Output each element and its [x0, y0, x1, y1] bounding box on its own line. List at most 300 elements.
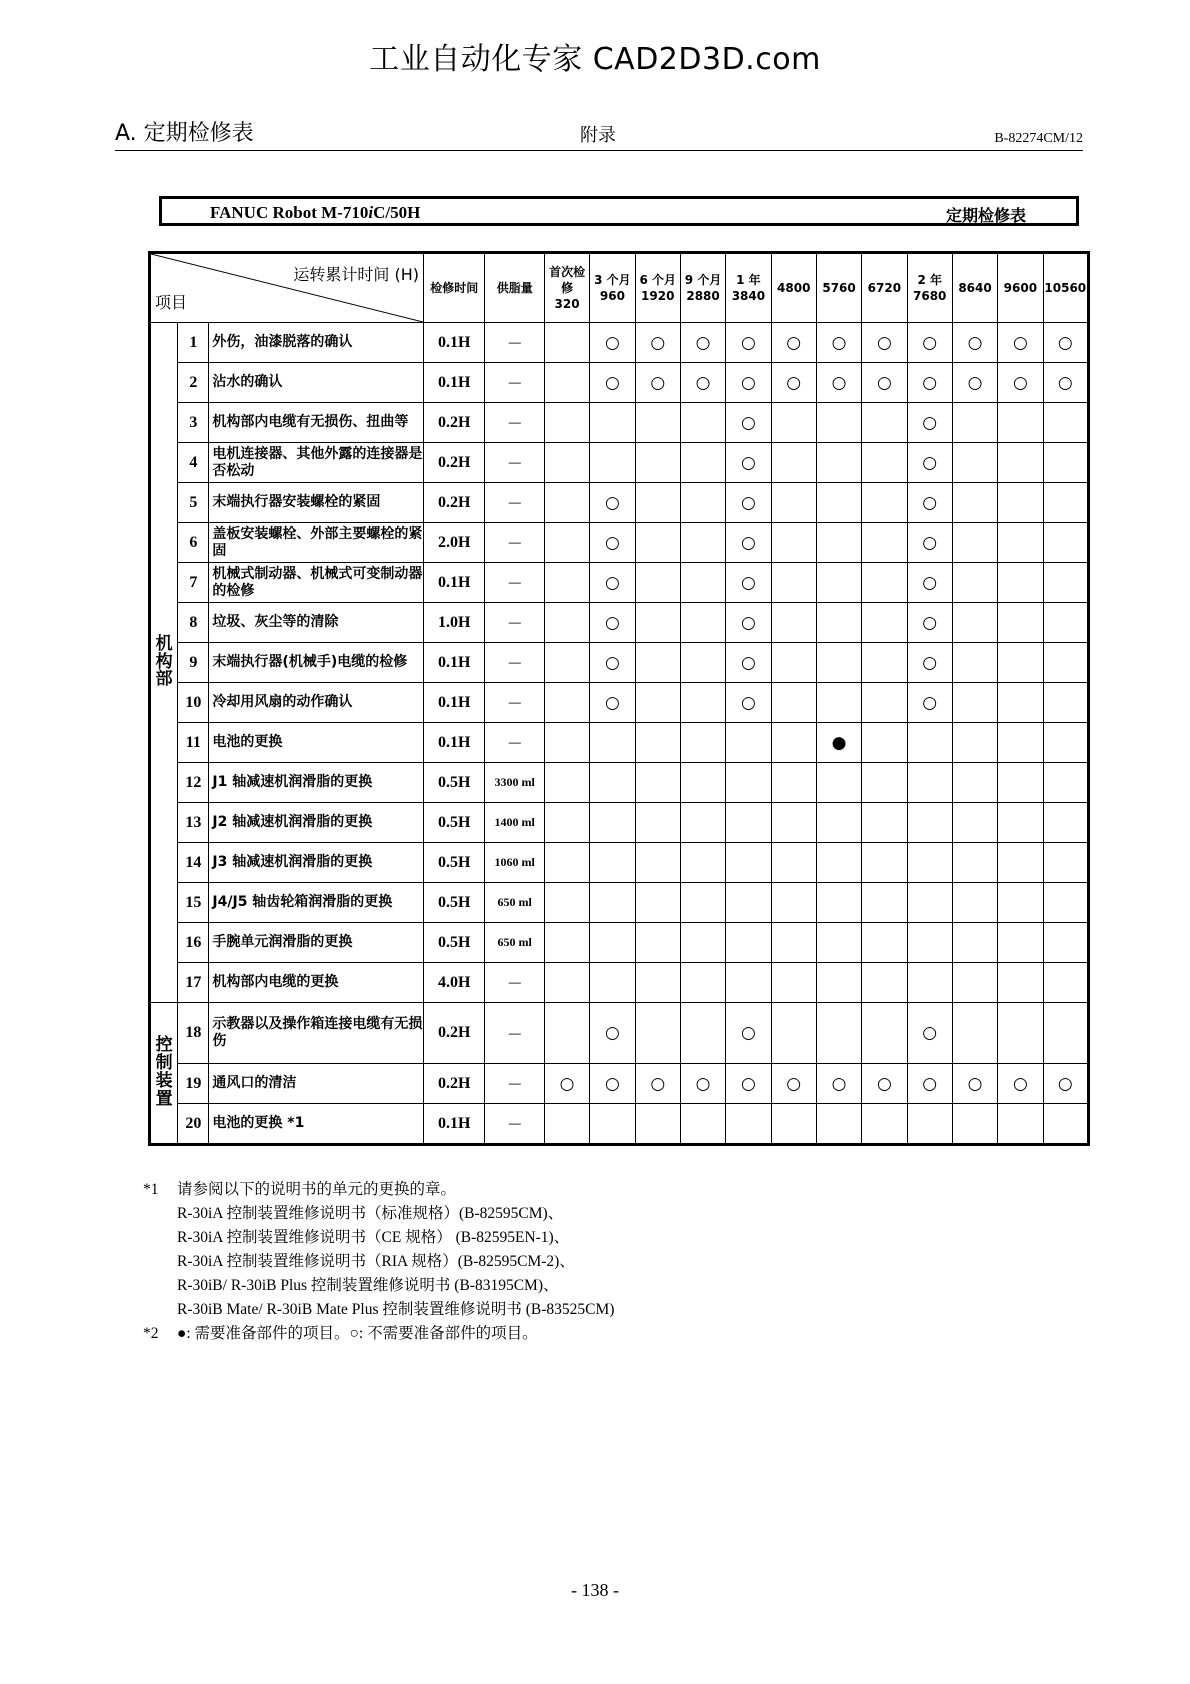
- appendix-label: 附录: [580, 125, 616, 146]
- schedule-mark: [998, 843, 1043, 883]
- period-header: 5760: [816, 253, 861, 323]
- schedule-mark: ○: [726, 363, 771, 403]
- schedule-mark: [952, 923, 997, 963]
- schedule-mark: [816, 923, 861, 963]
- schedule-mark: ○: [1043, 1064, 1088, 1104]
- schedule-mark: [816, 643, 861, 683]
- schedule-mark: [680, 603, 725, 643]
- running-head: [115, 120, 1083, 151]
- item-description: 示教器以及操作箱连接电缆有无损伤: [209, 1003, 424, 1064]
- schedule-mark: [544, 323, 589, 363]
- schedule-mark: [862, 683, 907, 723]
- schedule-mark: [998, 683, 1043, 723]
- schedule-mark: ○: [1043, 323, 1088, 363]
- footnote-ref: R-30iA 控制装置维修说明书（标准规格）(B-82595CM)、: [177, 1205, 564, 1222]
- item-description: 机构部内电缆有无损伤、扭曲等: [209, 403, 424, 443]
- schedule-mark: [726, 843, 771, 883]
- check-time-header: 检修时间: [424, 253, 485, 323]
- schedule-mark: [816, 483, 861, 523]
- schedule-mark: [1043, 963, 1088, 1003]
- schedule-mark: [952, 603, 997, 643]
- item-number: 15: [178, 883, 209, 923]
- item-number: 10: [178, 683, 209, 723]
- schedule-mark: ○: [816, 1064, 861, 1104]
- item-description: J1 轴减速机润滑脂的更换: [209, 763, 424, 803]
- schedule-mark: [862, 883, 907, 923]
- schedule-mark: [635, 763, 680, 803]
- running-hours-label: 运转累计时间 (H): [293, 265, 420, 284]
- check-time: 0.5H: [424, 803, 485, 843]
- schedule-mark: [544, 523, 589, 563]
- check-time: 0.2H: [424, 483, 485, 523]
- schedule-mark: ○: [726, 1003, 771, 1064]
- item-number: 1: [178, 323, 209, 363]
- item-description: 通风口的清洁: [209, 1064, 424, 1104]
- period-header: 10560: [1043, 253, 1088, 323]
- item-description: J3 轴减速机润滑脂的更换: [209, 843, 424, 883]
- schedule-mark: [952, 1003, 997, 1064]
- schedule-mark: [544, 643, 589, 683]
- item-number: 7: [178, 563, 209, 603]
- schedule-mark: [771, 563, 816, 603]
- maintenance-schedule-table: [148, 251, 1090, 1146]
- item-label: 项目: [155, 293, 188, 313]
- check-time: 0.5H: [424, 763, 485, 803]
- schedule-mark: [952, 563, 997, 603]
- schedule-mark: [771, 1104, 816, 1145]
- item-number: 5: [178, 483, 209, 523]
- schedule-body: [150, 323, 1089, 1145]
- schedule-mark: [726, 963, 771, 1003]
- footnote-ref: R-30iB Mate/ R-30iB Mate Plus 控制装置维修说明书 (B-83525CM): [177, 1301, 615, 1318]
- table-title-box: [159, 196, 1079, 226]
- grease-amount: —: [485, 403, 544, 443]
- item-description: 机构部内电缆的更换: [209, 963, 424, 1003]
- schedule-mark: [1043, 683, 1088, 723]
- site-watermark-title: 工业自动化专家 CAD2D3D.com: [369, 42, 821, 77]
- footnote-ref: R-30iB/ R-30iB Plus 控制装置维修说明书 (B-83195CM)、: [177, 1277, 559, 1294]
- grease-amount: —: [485, 963, 544, 1003]
- section-title: A. 定期检修表: [115, 121, 254, 146]
- schedule-mark: [635, 403, 680, 443]
- schedule-mark: [635, 963, 680, 1003]
- schedule-mark: [544, 483, 589, 523]
- schedule-mark: [771, 923, 816, 963]
- schedule-mark: [590, 403, 635, 443]
- schedule-mark: [544, 363, 589, 403]
- schedule-mark: ○: [998, 323, 1043, 363]
- schedule-mark: [680, 1003, 725, 1064]
- schedule-mark: ○: [635, 1064, 680, 1104]
- schedule-mark: [635, 563, 680, 603]
- item-number: 4: [178, 443, 209, 483]
- item-number: 9: [178, 643, 209, 683]
- schedule-mark: [771, 963, 816, 1003]
- schedule-mark: [1043, 1104, 1088, 1145]
- schedule-mark: [998, 763, 1043, 803]
- schedule-mark: ○: [544, 1064, 589, 1104]
- schedule-mark: [816, 963, 861, 1003]
- grease-amount: —: [485, 443, 544, 483]
- schedule-mark: ○: [680, 323, 725, 363]
- schedule-mark: [907, 763, 952, 803]
- schedule-mark: [680, 563, 725, 603]
- schedule-mark: [862, 443, 907, 483]
- schedule-mark: ○: [1043, 363, 1088, 403]
- grease-amount: —: [485, 563, 544, 603]
- item-description: 盖板安装螺栓、外部主要螺栓的紧固: [209, 523, 424, 563]
- schedule-mark: [907, 963, 952, 1003]
- schedule-mark: [816, 563, 861, 603]
- schedule-mark: [771, 1003, 816, 1064]
- schedule-mark: [952, 443, 997, 483]
- schedule-mark: [635, 1003, 680, 1064]
- schedule-mark: [635, 843, 680, 883]
- schedule-mark: [680, 883, 725, 923]
- schedule-mark: ○: [907, 1064, 952, 1104]
- item-number: 20: [178, 1104, 209, 1145]
- table-row: [150, 723, 1089, 763]
- schedule-mark: [862, 1003, 907, 1064]
- schedule-mark: ○: [726, 323, 771, 363]
- table-row: [150, 763, 1089, 803]
- check-time: 0.1H: [424, 683, 485, 723]
- item-number: 6: [178, 523, 209, 563]
- schedule-mark: [635, 643, 680, 683]
- grease-amount: 3300 ml: [485, 763, 544, 803]
- schedule-mark: [952, 963, 997, 1003]
- schedule-mark: ○: [590, 523, 635, 563]
- schedule-mark: ○: [862, 323, 907, 363]
- schedule-mark: [590, 1104, 635, 1145]
- schedule-mark: [635, 723, 680, 763]
- grease-amount: —: [485, 523, 544, 563]
- corner-header: [150, 253, 424, 323]
- schedule-mark: ○: [726, 563, 771, 603]
- schedule-mark: ○: [590, 483, 635, 523]
- table-row: [150, 803, 1089, 843]
- schedule-mark: ○: [907, 1003, 952, 1064]
- schedule-mark: [998, 883, 1043, 923]
- table-row: [150, 643, 1089, 683]
- schedule-mark: [816, 883, 861, 923]
- schedule-mark: ○: [998, 1064, 1043, 1104]
- schedule-mark: [1043, 483, 1088, 523]
- schedule-mark: [862, 843, 907, 883]
- period-header: 8640: [952, 253, 997, 323]
- schedule-mark: [952, 403, 997, 443]
- schedule-mark: [998, 483, 1043, 523]
- item-description: J4/J5 轴齿轮箱润滑脂的更换: [209, 883, 424, 923]
- grease-amount: —: [485, 1003, 544, 1064]
- check-time: 2.0H: [424, 523, 485, 563]
- schedule-mark: [544, 1003, 589, 1064]
- item-description: 冷却用风扇的动作确认: [209, 683, 424, 723]
- schedule-mark: ○: [590, 1064, 635, 1104]
- schedule-mark: [590, 883, 635, 923]
- schedule-mark: [998, 523, 1043, 563]
- check-time: 0.1H: [424, 363, 485, 403]
- schedule-mark: ○: [635, 363, 680, 403]
- grease-amount: —: [485, 643, 544, 683]
- schedule-mark: [998, 1104, 1043, 1145]
- schedule-mark: [952, 883, 997, 923]
- item-number: 2: [178, 363, 209, 403]
- schedule-mark: [680, 803, 725, 843]
- period-header: 6720: [862, 253, 907, 323]
- schedule-mark: ○: [907, 683, 952, 723]
- check-time: 1.0H: [424, 603, 485, 643]
- schedule-mark: [907, 923, 952, 963]
- schedule-mark: [680, 763, 725, 803]
- check-time: 4.0H: [424, 963, 485, 1003]
- schedule-mark: ○: [590, 323, 635, 363]
- check-time: 0.5H: [424, 923, 485, 963]
- table-row: [150, 443, 1089, 483]
- table-row: [150, 923, 1089, 963]
- grease-amount: —: [485, 363, 544, 403]
- schedule-mark: ○: [907, 603, 952, 643]
- item-description: 末端执行器(机械手)电缆的检修: [209, 643, 424, 683]
- check-time: 0.1H: [424, 563, 485, 603]
- item-number: 3: [178, 403, 209, 443]
- schedule-mark: [771, 723, 816, 763]
- schedule-mark: ○: [952, 363, 997, 403]
- schedule-mark: [998, 443, 1043, 483]
- group-mechanical: 机 构 部: [150, 323, 178, 1003]
- schedule-mark: ○: [726, 1064, 771, 1104]
- schedule-mark: [998, 723, 1043, 763]
- schedule-mark: [952, 763, 997, 803]
- schedule-mark: [1043, 803, 1088, 843]
- page-number: - 138 -: [571, 1580, 619, 1600]
- schedule-mark: [952, 723, 997, 763]
- schedule-mark: [771, 683, 816, 723]
- item-number: 16: [178, 923, 209, 963]
- schedule-mark: [726, 883, 771, 923]
- schedule-mark: [907, 723, 952, 763]
- check-time: 0.1H: [424, 323, 485, 363]
- schedule-mark: [1043, 403, 1088, 443]
- schedule-mark: [544, 763, 589, 803]
- schedule-mark: [952, 683, 997, 723]
- schedule-mark: ○: [816, 363, 861, 403]
- schedule-mark: [635, 1104, 680, 1145]
- schedule-mark: [1043, 923, 1088, 963]
- schedule-mark: [544, 923, 589, 963]
- grease-amount: 1400 ml: [485, 803, 544, 843]
- schedule-mark: [590, 803, 635, 843]
- schedule-mark: [998, 563, 1043, 603]
- schedule-mark: [544, 843, 589, 883]
- schedule-mark: [862, 963, 907, 1003]
- schedule-mark: [590, 923, 635, 963]
- schedule-mark: [998, 963, 1043, 1003]
- item-description: 末端执行器安装螺栓的紧固: [209, 483, 424, 523]
- schedule-mark: ○: [726, 603, 771, 643]
- schedule-mark: [771, 403, 816, 443]
- schedule-mark: ○: [590, 603, 635, 643]
- schedule-mark: [1043, 563, 1088, 603]
- schedule-mark: ○: [726, 403, 771, 443]
- grease-amount: —: [485, 1104, 544, 1145]
- table-row: [150, 403, 1089, 443]
- schedule-mark: [952, 523, 997, 563]
- schedule-mark: [952, 483, 997, 523]
- document-number: B-82274CM/12: [994, 131, 1083, 146]
- grease-amount: 1060 ml: [485, 843, 544, 883]
- schedule-mark: [771, 763, 816, 803]
- schedule-mark: [726, 803, 771, 843]
- schedule-mark: [816, 803, 861, 843]
- schedule-mark: ○: [590, 363, 635, 403]
- schedule-mark: [952, 643, 997, 683]
- schedule-mark: [544, 1104, 589, 1145]
- table-row: [150, 363, 1089, 403]
- check-time: 0.2H: [424, 1003, 485, 1064]
- check-time: 0.1H: [424, 643, 485, 683]
- item-number: 13: [178, 803, 209, 843]
- grease-amount: —: [485, 723, 544, 763]
- item-description: 沾水的确认: [209, 363, 424, 403]
- schedule-mark: [907, 803, 952, 843]
- schedule-mark: ○: [907, 563, 952, 603]
- schedule-mark: [771, 643, 816, 683]
- table-row: [150, 683, 1089, 723]
- schedule-mark: ○: [590, 563, 635, 603]
- item-number: 14: [178, 843, 209, 883]
- item-description: 电池的更换: [209, 723, 424, 763]
- item-number: 11: [178, 723, 209, 763]
- schedule-mark: ○: [590, 683, 635, 723]
- group-controller: 控 制 装 置: [150, 1003, 178, 1145]
- robot-model: FANUC Robot M-710iC/50H: [210, 203, 421, 222]
- schedule-mark: [862, 923, 907, 963]
- item-description: 外伤，油漆脱落的确认: [209, 323, 424, 363]
- schedule-mark: ○: [907, 363, 952, 403]
- table-row: [150, 563, 1089, 603]
- schedule-mark: [726, 763, 771, 803]
- schedule-mark: [862, 643, 907, 683]
- grease-amount: —: [485, 1064, 544, 1104]
- check-time: 0.1H: [424, 723, 485, 763]
- period-header: 6 个月 1920: [635, 253, 680, 323]
- schedule-mark: [862, 763, 907, 803]
- check-time: 0.5H: [424, 843, 485, 883]
- schedule-mark: [771, 483, 816, 523]
- schedule-mark: [590, 963, 635, 1003]
- period-header: 9600: [998, 253, 1043, 323]
- schedule-mark: [862, 803, 907, 843]
- schedule-mark: ○: [771, 1064, 816, 1104]
- item-description: 手腕单元润滑脂的更换: [209, 923, 424, 963]
- schedule-mark: [816, 1003, 861, 1064]
- schedule-mark: ○: [635, 323, 680, 363]
- schedule-mark: [862, 523, 907, 563]
- schedule-mark: [726, 923, 771, 963]
- schedule-mark: [544, 883, 589, 923]
- schedule-mark: [1043, 843, 1088, 883]
- schedule-mark: [1043, 1003, 1088, 1064]
- schedule-mark: [998, 603, 1043, 643]
- schedule-mark: [635, 523, 680, 563]
- schedule-mark: [680, 443, 725, 483]
- schedule-mark: [1043, 643, 1088, 683]
- schedule-mark: [544, 563, 589, 603]
- schedule-mark: [952, 843, 997, 883]
- schedule-mark: [998, 923, 1043, 963]
- schedule-mark: [590, 843, 635, 883]
- grease-amount: —: [485, 603, 544, 643]
- item-number: 8: [178, 603, 209, 643]
- schedule-mark: [1043, 883, 1088, 923]
- item-description: 机械式制动器、机械式可变制动器的检修: [209, 563, 424, 603]
- schedule-mark: [816, 523, 861, 563]
- schedule-mark: ○: [771, 363, 816, 403]
- schedule-mark: [1043, 443, 1088, 483]
- schedule-mark: [635, 483, 680, 523]
- schedule-mark: [1043, 523, 1088, 563]
- schedule-mark: [635, 803, 680, 843]
- period-header: 9 个月 2880: [680, 253, 725, 323]
- schedule-mark: [771, 803, 816, 843]
- header-row: [150, 253, 1089, 323]
- period-header: 4800: [771, 253, 816, 323]
- schedule-mark: [544, 963, 589, 1003]
- schedule-mark: [680, 723, 725, 763]
- check-time: 0.5H: [424, 883, 485, 923]
- item-number: 18: [178, 1003, 209, 1064]
- schedule-mark: [635, 923, 680, 963]
- schedule-mark: [635, 443, 680, 483]
- schedule-mark: ○: [726, 483, 771, 523]
- schedule-mark: ○: [726, 643, 771, 683]
- schedule-mark: [771, 843, 816, 883]
- schedule-mark: [680, 683, 725, 723]
- item-description: 垃圾、灰尘等的清除: [209, 603, 424, 643]
- grease-amount: 650 ml: [485, 883, 544, 923]
- schedule-mark: [544, 683, 589, 723]
- schedule-mark: ○: [952, 1064, 997, 1104]
- schedule-mark: ○: [862, 363, 907, 403]
- schedule-mark: [816, 443, 861, 483]
- schedule-mark: [544, 723, 589, 763]
- schedule-mark: [680, 1104, 725, 1145]
- schedule-mark: [816, 763, 861, 803]
- schedule-mark: ○: [907, 443, 952, 483]
- schedule-mark: [680, 843, 725, 883]
- table-row: [150, 1064, 1089, 1104]
- schedule-mark: [544, 443, 589, 483]
- schedule-mark: [862, 483, 907, 523]
- schedule-mark: [590, 763, 635, 803]
- schedule-mark: ○: [862, 1064, 907, 1104]
- schedule-mark: [680, 403, 725, 443]
- schedule-mark: [680, 523, 725, 563]
- schedule-mark: [1043, 723, 1088, 763]
- grease-header: 供脂量: [485, 253, 544, 323]
- schedule-mark: [816, 603, 861, 643]
- schedule-mark: ○: [816, 323, 861, 363]
- schedule-mark: [816, 1104, 861, 1145]
- schedule-mark: [952, 803, 997, 843]
- schedule-mark: [680, 963, 725, 1003]
- schedule-mark: [862, 723, 907, 763]
- table-row: [150, 1003, 1089, 1064]
- schedule-mark: [907, 883, 952, 923]
- schedule-mark: ○: [680, 363, 725, 403]
- check-time: 0.2H: [424, 403, 485, 443]
